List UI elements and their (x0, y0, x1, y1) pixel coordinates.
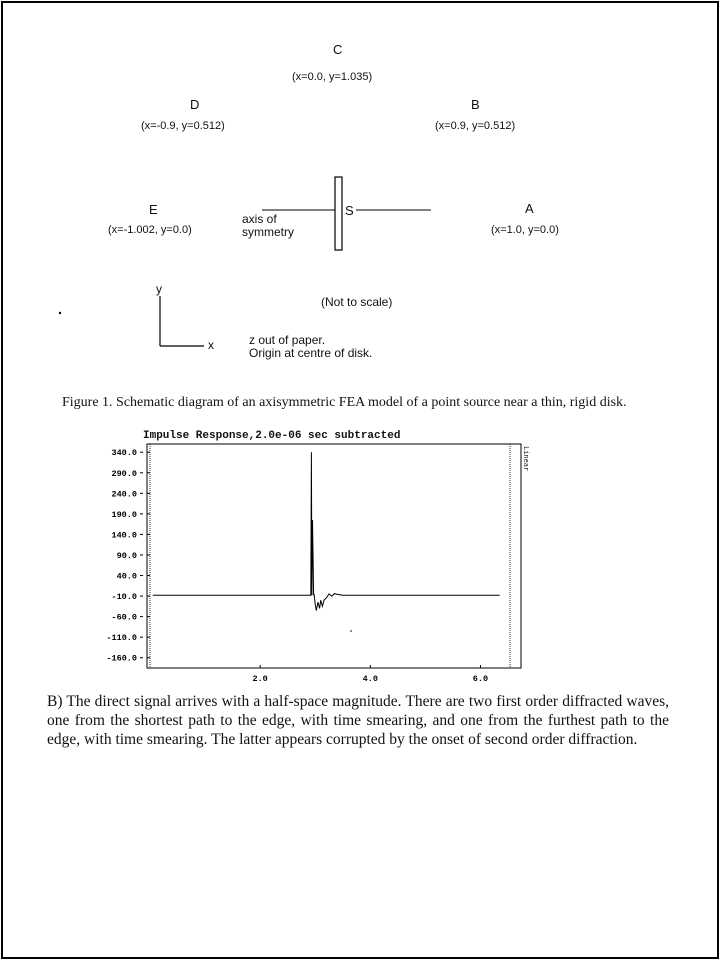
chart-plot (0, 430, 724, 690)
series-line-0 (153, 452, 500, 610)
point-c-coord: (x=0.0, y=1.035) (292, 71, 373, 83)
origin-note: Origin at centre of disk. (249, 346, 373, 360)
plot-frame (147, 444, 521, 668)
point-c-label: C (333, 42, 343, 57)
chart-title: Impulse Response,2.0e-06 sec subtracted (143, 430, 401, 442)
point-e-label: E (149, 202, 158, 217)
not-to-scale-note: (Not to scale) (321, 295, 393, 309)
y-tick-label: 140.0 (111, 530, 137, 541)
y-tick-label: 90.0 (116, 550, 137, 561)
y-tick-label: 340.0 (111, 448, 137, 459)
z-note: z out of paper. (249, 333, 326, 347)
axis-label-line1: axis of (242, 212, 277, 226)
point-b-label: B (471, 97, 480, 112)
point-a-coord: (x=1.0, y=0.0) (491, 224, 559, 236)
y-tick-label: 290.0 (111, 468, 137, 479)
x-axis-label: x (208, 338, 214, 352)
figure-caption: Figure 1. Schematic diagram of an axisymmetric FEA model of a point source near a thin, rigid disk. (62, 395, 627, 410)
point-d-coord: (x=-0.9, y=0.512) (141, 120, 225, 132)
point-a-label: A (525, 201, 534, 216)
stray-speck (350, 630, 352, 632)
y-tick-label: 190.0 (111, 509, 137, 520)
stray-dot (59, 312, 61, 314)
y-tick-label: -10.0 (111, 592, 137, 603)
disk-diagram (0, 0, 724, 400)
x-tick-label: 4.0 (362, 674, 378, 684)
point-e-coord: (x=-1.002, y=0.0) (108, 224, 192, 236)
disk-shape (335, 177, 342, 250)
body-paragraph: B) The direct signal arrives with a half-space magnitude. There are two first order diffracted waves, one from the shortest path to the edge, with time smearing, and one from the furthest path to the edge, with time smearing. The latter appears corrupted by the onset of second order diffraction. (47, 693, 669, 748)
point-b-coord: (x=0.9, y=0.512) (435, 120, 516, 132)
y-tick-label: -160.0 (106, 653, 137, 664)
point-d-label: D (190, 97, 200, 112)
y-tick-label: 240.0 (111, 489, 137, 500)
y-tick-label: -110.0 (106, 633, 137, 644)
x-tick-label: 6.0 (472, 674, 489, 684)
y-tick-label: 40.0 (116, 571, 137, 582)
y-tick-label: -60.0 (111, 612, 137, 623)
x-tick-label: 2.0 (252, 674, 268, 684)
y-axis-label: y (156, 282, 162, 296)
chart-right-label: Linear (521, 446, 529, 472)
source-label: S (345, 203, 354, 218)
axis-label-line2: symmetry (242, 225, 294, 239)
